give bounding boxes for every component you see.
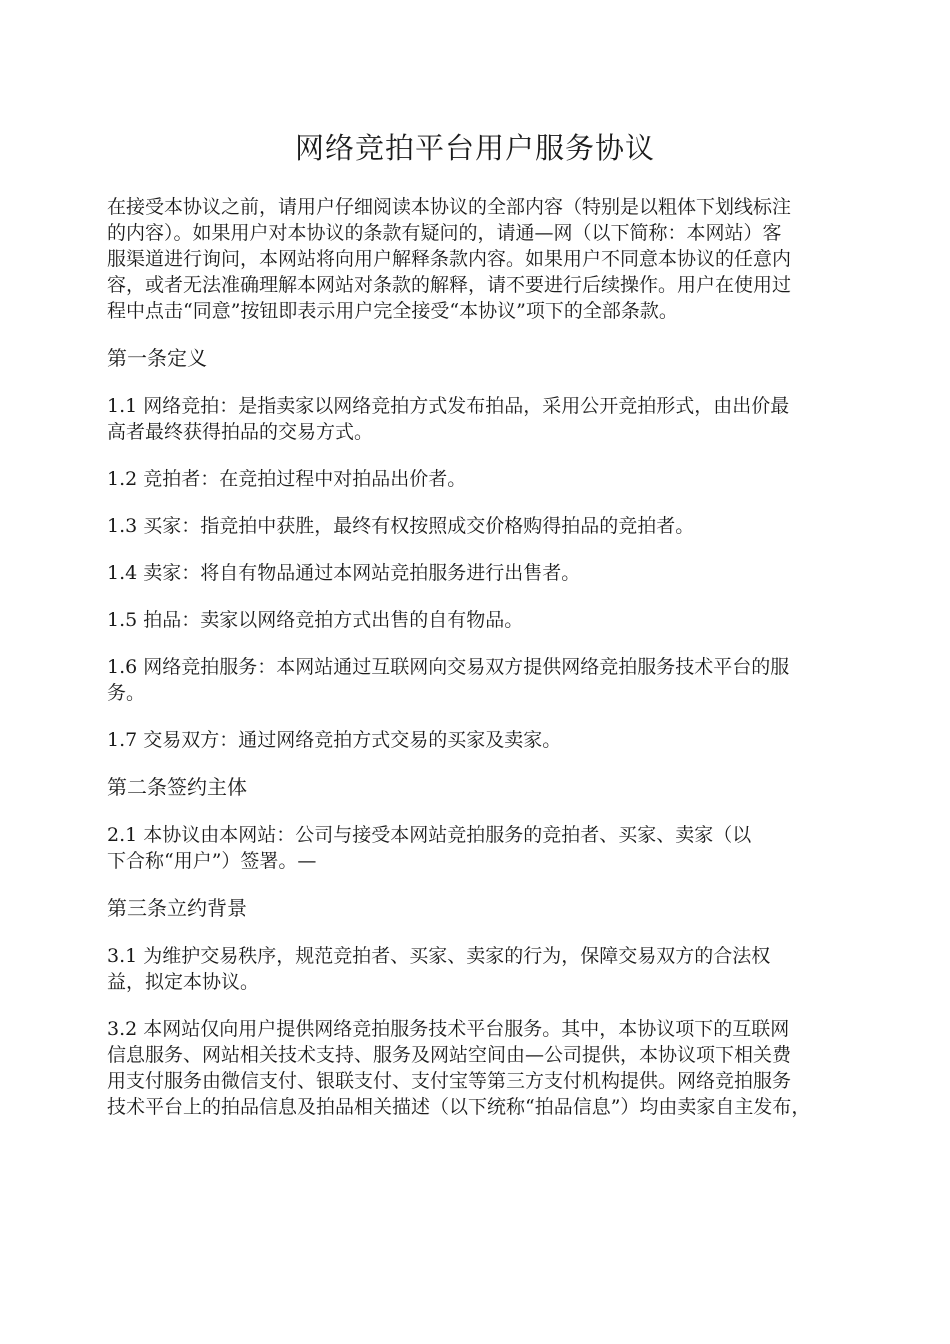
clause-3-2 (107, 1016, 843, 1120)
intro-line: 的内容）。如果用户对本协议的条款有疑问的，请通—网（以下简称：本网站）客 (107, 222, 782, 244)
document-title: 网络竞拍平台用户服务协议 (294, 131, 655, 165)
section-heading-background: 第三条立约背景 (107, 896, 247, 920)
clause-line: 技术平台上的拍品信息及拍品相关描述（以下统称“拍品信息”）均由卖家自主发布， (107, 1096, 811, 1118)
clause-1-7 (107, 727, 843, 753)
clause-line: 信息服务、网站相关技术支持、服务及网站空间由—公司提供，本协议项下相关费 (107, 1044, 792, 1066)
clause-line: 下合称“用户”）签署。— (107, 850, 317, 872)
clause-1-5 (107, 607, 843, 633)
clause-line: 2.1 本协议由本网站：公司与接受本网站竞拍服务的竞拍者、买家、卖家（以 (107, 824, 752, 846)
clause-line: 1.3 买家：指竞拍中获胜，最终有权按照成交价格购得拍品的竞拍者。 (107, 515, 695, 537)
intro-paragraph (107, 194, 843, 324)
clause-1-4 (107, 560, 843, 586)
clause-1-2 (107, 466, 843, 492)
intro-line: 服渠道进行询问，本网站将向用户解释条款内容。如果用户不同意本协议的任意内 (107, 248, 792, 270)
intro-line: 程中点击“同意”按钮即表示用户完全接受“本协议”项下的全部条款。 (107, 300, 678, 322)
clause-line: 3.2 本网站仅向用户提供网络竞拍服务技术平台服务。其中，本协议项下的互联网 (107, 1018, 790, 1040)
clause-2-1 (107, 822, 843, 874)
clause-line: 1.1 网络竞拍：是指卖家以网络竞拍方式发布拍品，采用公开竞拍形式，由出价最 (107, 395, 790, 417)
clause-3-1 (107, 943, 843, 995)
section-heading-definitions: 第一条定义 (107, 346, 207, 370)
clause-line: 1.2 竞拍者：在竞拍过程中对拍品出价者。 (107, 468, 467, 490)
clause-line: 务。 (107, 682, 146, 704)
agreement-page (107, 128, 843, 1141)
clause-line: 1.6 网络竞拍服务：本网站通过互联网向交易双方提供网络竞拍服务技术平台的服 (107, 656, 790, 678)
clause-line: 1.7 交易双方：通过网络竞拍方式交易的买家及卖家。 (107, 729, 562, 751)
clause-1-1 (107, 393, 843, 445)
intro-line: 在接受本协议之前，请用户仔细阅读本协议的全部内容（特别是以粗体下划线标注 (107, 196, 792, 218)
clause-line: 益，拟定本协议。 (107, 971, 260, 993)
section-heading-parties: 第二条签约主体 (107, 775, 247, 799)
clause-line: 用支付服务由微信支付、银联支付、支付宝等第三方支付机构提供。网络竞拍服务 (107, 1070, 792, 1092)
clause-line: 高者最终获得拍品的交易方式。 (107, 421, 374, 443)
clause-line: 1.5 拍品：卖家以网络竞拍方式出售的自有物品。 (107, 609, 524, 631)
clause-1-6 (107, 654, 843, 706)
clause-1-3 (107, 513, 843, 539)
intro-line: 容，或者无法准确理解本网站对条款的解释，请不要进行后续操作。用户在使用过 (107, 274, 792, 296)
clause-line: 1.4 卖家：将自有物品通过本网站竞拍服务进行出售者。 (107, 562, 581, 584)
clause-line: 3.1 为维护交易秩序，规范竞拍者、买家、卖家的行为，保障交易双方的合法权 (107, 945, 771, 967)
